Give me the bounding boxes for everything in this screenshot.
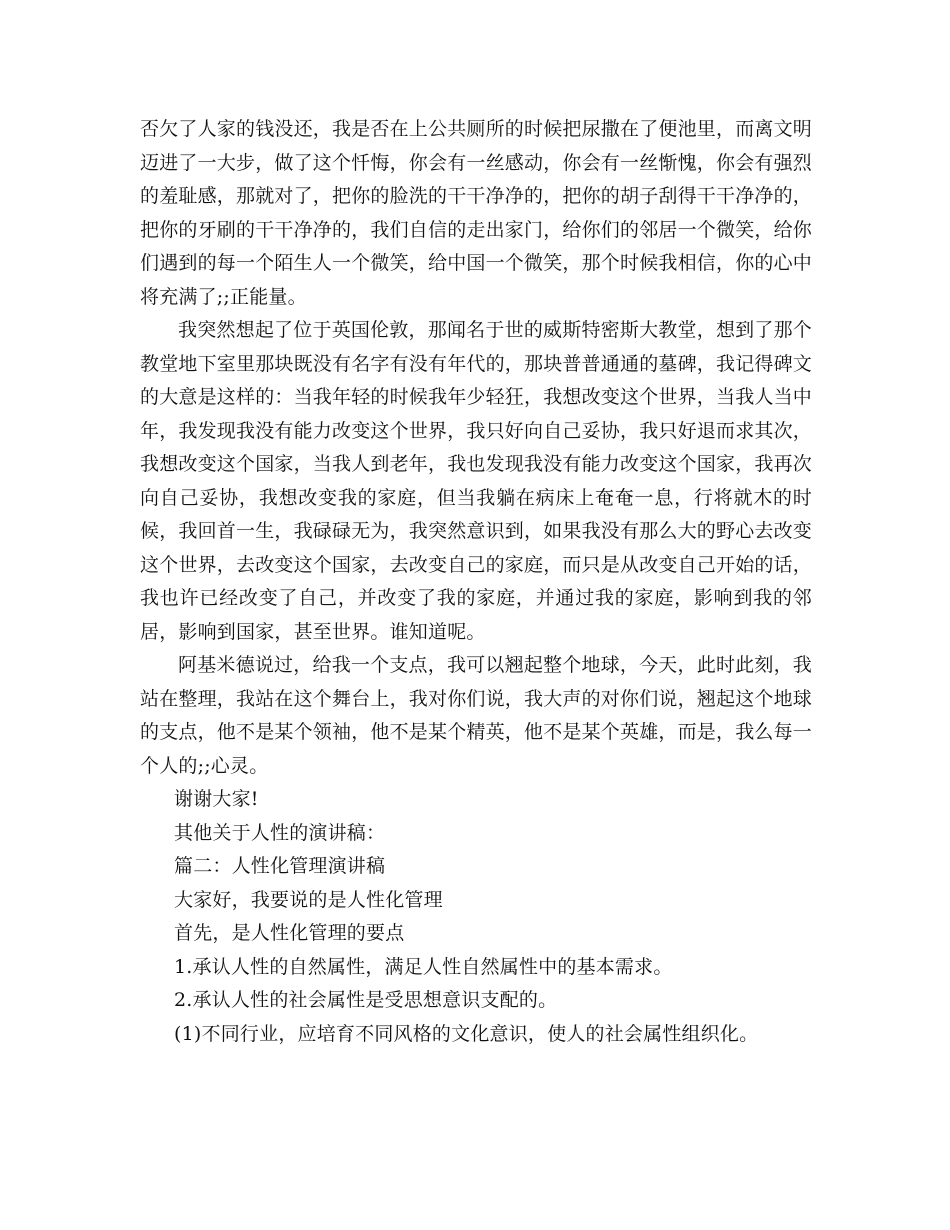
other-speeches-line: 其他关于人性的演讲稿： [174,821,386,844]
paragraph-westminster: 我突然想起了位于英国伦敦，那闻名于世的威斯特密斯大教堂，想到了那个教堂地下室里那块既没有名字有没有年代的，那块普普通通的墓碑，我记得碑文的大意是这样的：当我年轻的时候我年少轻狂，我想改变这个世界，当我人当中年，我发现我没有能力改变这个世界，我只好向自己妥协，我只好退而求其次，我想改变这个国家，当我人到老年，我也发现我没有能力改变这个国家，我再次向自己妥协，我想改变我的家庭，但当我躺在病床上奄奄一息，行将就木的时候，我回首一生，我碌碌无为，我突然意识到，如果我没有那么大的野心去改变这个世界，去改变这个国家，去改变自己的家庭，而只是从改变自己开始的话，我也许已经改变了自己，并改变了我的家庭，并通过我的家庭，影响到我的邻居，影响到国家，甚至世界。谁知道呢。 [140,319,813,643]
first-point-line: 首先，是人性化管理的要点 [174,922,405,944]
list-item: (1)不同行业，应培育不同风格的文化意识，使人的社会属性组织化。 [174,1022,759,1045]
document-body [140,113,812,1051]
greeting-line: 大家好，我要说的是人性化管理 [174,888,443,911]
paragraph-continued: 否欠了人家的钱没还，我是否在上公共厕所的时候把尿撒在了便池里，而离文明迈进了一大步，做了这个忏悔，你会有一丝感动，你会有一丝惭愧，你会有强烈的羞耻感，那就对了，把你的脸洗的干干净净的，把你的胡子刮得干干净净的，把你的牙刷的干干净净的，我们自信的走出家门，给你们的邻居一个微笑，给你们遇到的每一个陌生人一个微笑，给中国一个微笑，那个时候我相信，你的心中将充满了;;正能量。 [140,118,813,308]
section-title: 篇二：人性化管理演讲稿 [174,855,386,877]
list-item: 1.承认人性的自然属性，满足人性自然属性中的基本需求。 [174,955,673,978]
paragraph-archimedes: 阿基米德说过，给我一个支点，我可以翘起整个地球，今天，此时此刻，我站在整理，我站在这个舞台上，我对你们说，我大声的对你们说，翘起这个地球的支点，他不是某个领袖，他不是某个精英，他不是某个英雄，而是，我么每一个人的;;心灵。 [140,654,813,777]
thanks-line: 谢谢大家! [174,788,259,810]
list-item: 2.承认人性的社会属性是受思想意识支配的。 [174,989,558,1011]
